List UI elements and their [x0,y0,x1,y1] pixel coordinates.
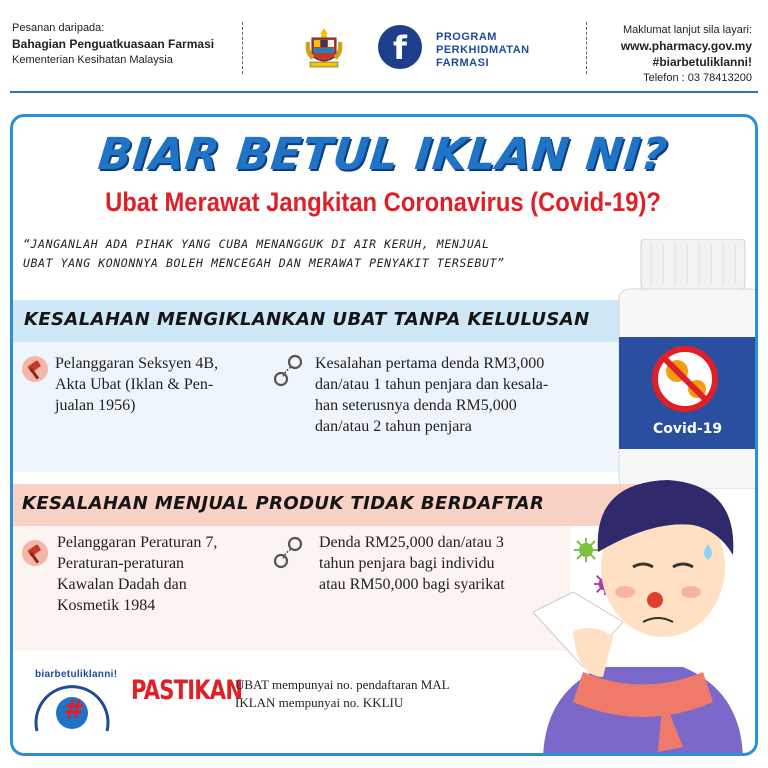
quote-line: UBAT YANG KONONNYA BOLEH MENCEGAH DAN MERAWAT PENYAKIT TERSEBUT” [23,256,505,270]
sender-info [12,20,214,68]
law-line: Akta Ubat (Iklan & Pen- [55,376,214,393]
law-line: Peraturan-peraturan [57,555,185,572]
law-line: Kosmetik 1984 [57,597,156,614]
program-line: FARMASI [436,57,489,69]
website-link[interactable]: www.pharmacy.gov.my [620,39,752,53]
section1-penalty [315,353,548,437]
header-rule [10,91,758,93]
quote-line: “JANGANLAH ADA PIHAK YANG CUBA MENANGGUK DI AIR KERUH, MENJUAL [23,237,490,251]
footer-line: IKLAN mempunyai no. KKLIU [235,695,404,710]
section1-band [10,300,630,342]
penalty-line: Denda RM25,000 dan/atau 3 [319,534,504,551]
division-name: Bahagian Penguatkuasaan Farmasi [12,37,215,51]
section2-law [57,532,217,616]
ministry-name: Kementerian Kesihatan Malaysia [12,54,173,66]
logo-text: biarbetuliklanni! [35,669,118,680]
sick-person-illustration [513,472,758,756]
law-line: jualan 1956) [55,397,136,414]
gavel-icon [21,355,49,383]
info-label: Maklumat lanjut sila layari: [623,24,752,36]
divider [242,22,243,74]
program-name [436,31,530,70]
program-line: PERKHIDMATAN [436,44,530,56]
law-line: Pelanggaran Peraturan 7, [57,534,218,551]
bottle-label: Covid-19 [653,421,723,437]
section2-penalty [319,532,505,595]
penalty-line: atau RM50,000 bagi syarikat [319,576,505,593]
poster-subtitle: Ubat Merawat Jangkitan Coronavirus (Covid-19)? [105,187,661,217]
section1-heading: KESALAHAN MENGIKLANKAN UBAT TANPA KELULUSAN [24,309,590,330]
phone-number: Telefon : 03 78413200 [643,72,752,84]
penalty-line: tahun penjara bagi individu [319,555,495,572]
facebook-icon[interactable]: f [378,25,422,69]
poster-card [10,114,758,756]
penalty-line: dan/atau 1 tahun penjara dan kesala- [315,376,549,393]
hashtag: #biarbetuliklanni! [652,55,752,69]
header-bar [0,0,768,92]
from-label: Pesanan daripada: [12,22,105,34]
law-line: Kawalan Dadah dan [57,576,187,593]
pastikan-label: PASTIKAN [131,675,243,706]
covid-medicine-bottle [613,239,758,489]
section2-heading: KESALAHAN MENJUAL PRODUK TIDAK BERDAFTAR [22,493,545,514]
program-line: PROGRAM [436,31,497,43]
penalty-line: Kesalahan pertama denda RM3,000 [315,355,545,372]
gavel-icon [21,539,49,567]
penalty-line: han seterusnya denda RM5,000 [315,397,517,414]
section1-law [55,353,218,416]
logo-hash: # [63,695,85,725]
divider [586,22,587,74]
handcuffs-icon [271,535,305,569]
penalty-line: dan/atau 2 tahun penjara [315,418,472,435]
poster-title: BIAR BETUL IKLAN NI? [95,129,671,180]
law-line: Pelanggaran Seksyen 4B, [55,355,219,372]
malaysia-crest-icon [300,24,348,72]
quote-text [23,235,643,273]
handcuffs-icon [271,353,305,387]
contact-info [621,22,752,86]
footer-line: UBAT mempunyai no. pendaftaran MAL [235,677,450,692]
